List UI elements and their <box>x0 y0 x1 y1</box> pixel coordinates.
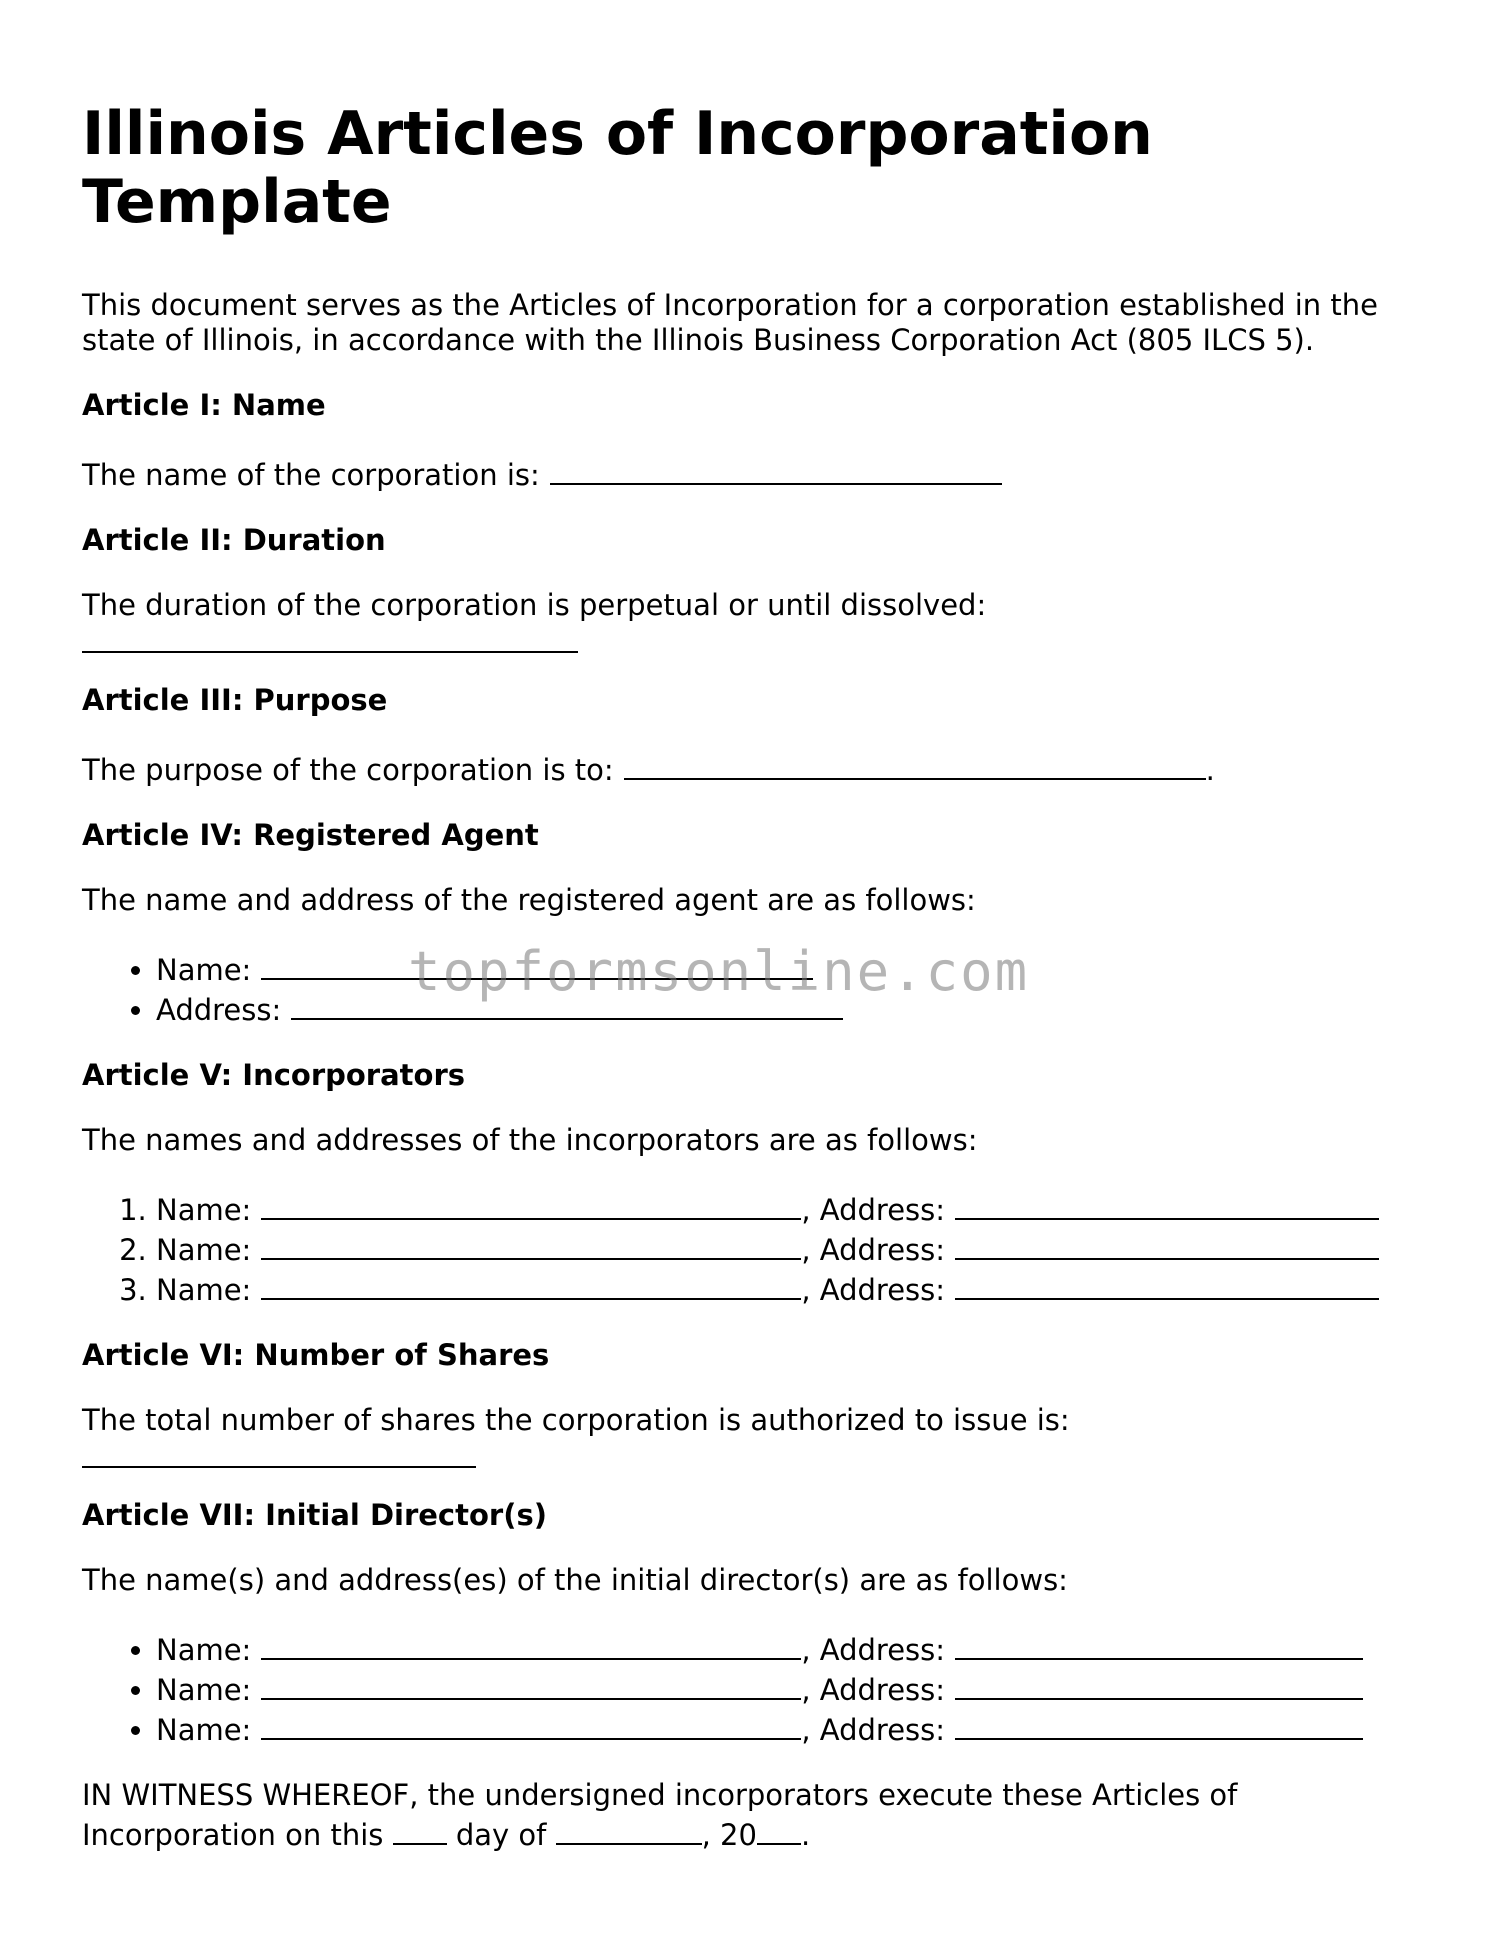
article-3-heading: Article III: Purpose <box>82 683 388 717</box>
director-3-name-blank[interactable] <box>261 1708 801 1740</box>
article-2-heading: Article II: Duration <box>82 523 386 557</box>
article-6-label: The total number of shares the corporation is authorized to issue is: <box>82 1403 1070 1437</box>
article-3-end: . <box>1205 753 1215 787</box>
article-5-text: The names and addresses of the incorporators are as follows: <box>82 1123 978 1157</box>
document-page <box>82 100 1422 1853</box>
witness-month-blank[interactable] <box>556 1813 702 1845</box>
agent-address-label: Address: <box>156 993 282 1027</box>
incorporator-3-name-blank[interactable] <box>261 1268 801 1300</box>
duration-blank[interactable] <box>82 623 578 653</box>
incorporator-2-address-blank[interactable] <box>955 1228 1379 1260</box>
witness-text-3: , 20 <box>701 1818 757 1852</box>
list-item <box>156 1628 1422 1668</box>
incorporators-list <box>82 1188 1422 1308</box>
witness-text-2: day of <box>455 1818 547 1852</box>
director-address-label: , Address: <box>801 1633 946 1667</box>
witness-text-1: IN WITNESS WHEREOF, the undersigned incorporators execute these Articles of Incorporation on this <box>82 1778 1238 1852</box>
article-2-text <box>82 588 1422 653</box>
directors-list <box>82 1628 1422 1748</box>
article-4-text: The name and address of the registered agent are as follows: <box>82 883 976 917</box>
watermark-text: topformsonline.com <box>408 940 1030 1003</box>
page-title: Illinois Articles of Incorporation Template <box>82 99 1153 237</box>
article-1-heading: Article I: Name <box>82 388 326 422</box>
agent-name-label: Name: <box>156 953 252 987</box>
article-4-heading: Article IV: Registered Agent <box>82 818 539 852</box>
list-item <box>156 1268 1422 1308</box>
director-2-address-blank[interactable] <box>955 1668 1363 1700</box>
director-1-address-blank[interactable] <box>955 1628 1363 1660</box>
witness-text-4: . <box>800 1818 811 1852</box>
article-3-label: The purpose of the corporation is to: <box>82 753 614 787</box>
article-7-heading: Article VII: Initial Director(s) <box>82 1498 547 1532</box>
article-5-heading: Article V: Incorporators <box>82 1058 466 1092</box>
article-7-text: The name(s) and address(es) of the initial director(s) are as follows: <box>82 1563 1068 1597</box>
incorporator-name-label: Name: <box>156 1233 252 1267</box>
article-6-heading: Article VI: Number of Shares <box>82 1338 550 1372</box>
list-item <box>156 1188 1422 1228</box>
purpose-blank[interactable] <box>624 748 1206 780</box>
article-1-label: The name of the corporation is: <box>82 458 540 492</box>
shares-blank[interactable] <box>82 1438 476 1468</box>
registered-agent-list <box>82 948 1422 1028</box>
incorporator-1-address-blank[interactable] <box>955 1188 1379 1220</box>
director-2-name-blank[interactable] <box>261 1668 801 1700</box>
director-3-address-blank[interactable] <box>955 1708 1363 1740</box>
article-1-text <box>82 453 1422 493</box>
director-name-label: Name: <box>156 1633 252 1667</box>
director-name-label: Name: <box>156 1713 252 1747</box>
list-item <box>156 988 1422 1028</box>
incorporator-1-name-blank[interactable] <box>261 1188 801 1220</box>
incorporator-address-label: , Address: <box>801 1273 946 1307</box>
incorporator-name-label: Name: <box>156 1273 252 1307</box>
incorporator-2-name-blank[interactable] <box>261 1228 801 1260</box>
article-6-text <box>82 1403 1422 1468</box>
list-item <box>156 1228 1422 1268</box>
witness-paragraph <box>82 1778 1422 1853</box>
incorporator-address-label: , Address: <box>801 1193 946 1227</box>
director-address-label: , Address: <box>801 1713 946 1747</box>
intro-paragraph: This document serves as the Articles of Incorporation for a corporation established in the state of Illinois, in accordance with the Illinois Business Corporation Act (805 ILCS 5). <box>82 288 1378 357</box>
article-2-label: The duration of the corporation is perpetual or until dissolved: <box>82 588 987 622</box>
list-item <box>156 948 1422 988</box>
witness-day-blank[interactable] <box>393 1813 447 1845</box>
agent-name-blank[interactable] <box>261 948 813 980</box>
agent-address-blank[interactable] <box>291 988 843 1020</box>
director-address-label: , Address: <box>801 1673 946 1707</box>
incorporator-address-label: , Address: <box>801 1233 946 1267</box>
witness-year-blank[interactable] <box>757 1813 801 1845</box>
list-item <box>156 1668 1422 1708</box>
article-3-text <box>82 748 1422 788</box>
corporation-name-blank[interactable] <box>550 453 1002 485</box>
incorporator-3-address-blank[interactable] <box>955 1268 1379 1300</box>
director-1-name-blank[interactable] <box>261 1628 801 1660</box>
list-item <box>156 1708 1422 1748</box>
incorporator-name-label: Name: <box>156 1193 252 1227</box>
director-name-label: Name: <box>156 1673 252 1707</box>
